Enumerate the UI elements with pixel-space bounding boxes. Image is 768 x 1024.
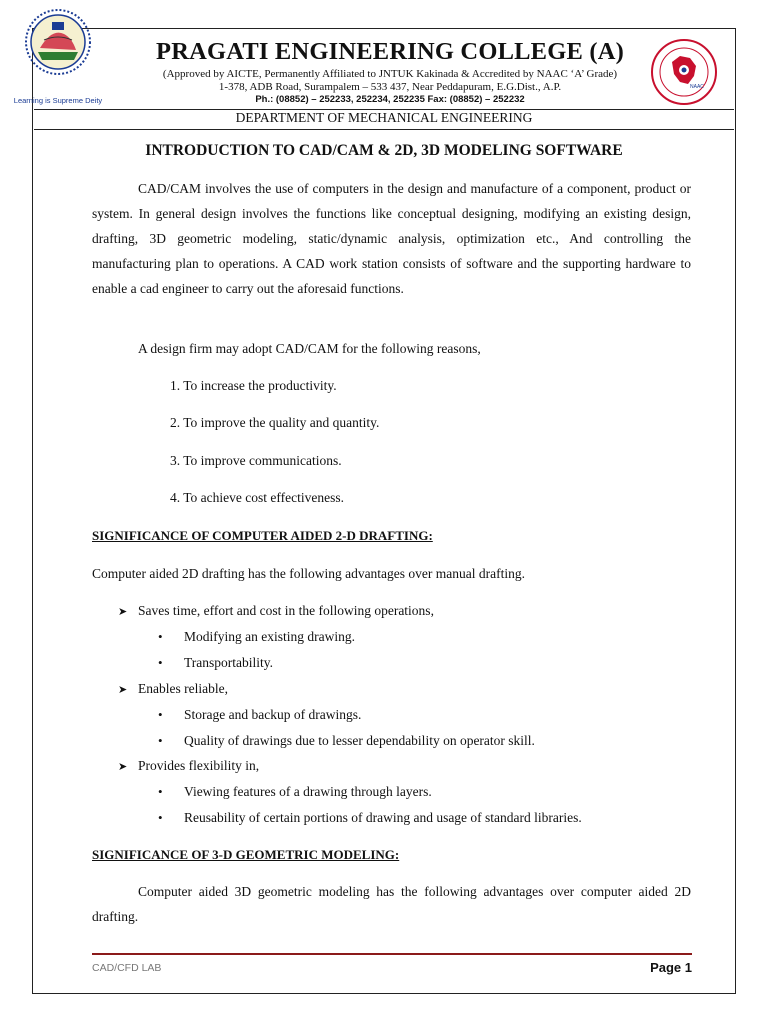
reason-item: 2. To improve the quality and quantity. bbox=[170, 415, 380, 430]
arrow-bullet-icon: ➤ bbox=[118, 760, 128, 773]
sub-bullet-item: • Viewing features of a drawing through layers. bbox=[158, 784, 432, 799]
footer-lab-name: CAD/CFD LAB bbox=[92, 962, 162, 974]
reason-item: 3. To improve communications. bbox=[170, 453, 342, 468]
page-title: INTRODUCTION TO CAD/CAM & 2D, 3D MODELING SOFTWARE bbox=[145, 142, 623, 159]
reasons-intro: A design firm may adopt CAD/CAM for the following reasons, bbox=[138, 341, 481, 356]
dot-bullet-icon: • bbox=[158, 707, 163, 722]
sub-bullet-item: • Quality of drawings due to lesser dependability on operator skill. bbox=[158, 733, 535, 748]
dot-bullet-icon: • bbox=[158, 784, 163, 799]
naac-seal-text: NAAC bbox=[690, 84, 704, 90]
address-line: 1-378, ADB Road, Surampalem – 533 437, Near Peddapuram, E.G.Dist., A.P. bbox=[218, 81, 562, 93]
reason-item: 4. To achieve cost effectiveness. bbox=[170, 490, 344, 505]
footer-rule bbox=[92, 953, 692, 955]
approval-line: (Approved by AICTE, Permanently Affiliated to JNTUK Kakinada & Accredited by NAAC ‘A’ Grade) bbox=[162, 68, 618, 80]
intro-paragraph: CAD/CAM involves the use of computers in the design and manufacture of a component, product or system. In general design involves the functions like conceptual designing, modifying an existing design, drafting, 3D geometric modeling, static/dynamic analysis, optimization etc., And controlling the manufacturing plan to operations. A CAD work station consists of software and the supporting hardware to enable a cad engineer to carry out the aforesaid functions. bbox=[92, 181, 691, 296]
logo-motto: Learning is Supreme Deity bbox=[13, 96, 103, 105]
phone-line: Ph.: (08852) – 252233, 252234, 252235 Fax: (08852) – 252232 bbox=[255, 94, 525, 105]
dot-bullet-icon: • bbox=[158, 629, 163, 644]
dot-bullet-icon: • bbox=[158, 733, 163, 748]
section-heading-3d: SIGNIFICANCE OF 3-D GEOMETRIC MODELING: bbox=[92, 847, 400, 862]
reason-item: 1. To increase the productivity. bbox=[170, 378, 337, 393]
section-3d-paragraph: Computer aided 3D geometric modeling has the following advantages over computer aided 2D drafting. bbox=[92, 884, 691, 924]
department-name: DEPARTMENT OF MECHANICAL ENGINEERING bbox=[34, 108, 734, 130]
arrow-bullet-icon: ➤ bbox=[118, 605, 128, 618]
sub-bullet-item: • Storage and backup of drawings. bbox=[158, 707, 362, 722]
section-heading-2d: SIGNIFICANCE OF COMPUTER AIDED 2-D DRAFTING: bbox=[92, 528, 433, 543]
advantage-item: ➤ Enables reliable, bbox=[118, 681, 228, 696]
naac-seal-logo bbox=[650, 38, 718, 106]
sub-bullet-item: • Transportability. bbox=[158, 655, 274, 670]
college-emblem-logo bbox=[10, 6, 106, 80]
sub-bullet-item: • Modifying an existing drawing. bbox=[158, 629, 355, 644]
section-2d-intro: Computer aided 2D drafting has the following advantages over manual drafting. bbox=[92, 566, 526, 581]
college-name: PRAGATI ENGINEERING COLLEGE (A) bbox=[156, 38, 624, 65]
sub-bullet-item: • Reusability of certain portions of drawing and usage of standard libraries. bbox=[158, 810, 582, 825]
arrow-bullet-icon: ➤ bbox=[118, 683, 128, 696]
advantage-item: ➤ Provides flexibility in, bbox=[118, 758, 260, 773]
dot-bullet-icon: • bbox=[158, 810, 163, 825]
advantage-item: ➤ Saves time, effort and cost in the following operations, bbox=[118, 603, 434, 618]
page-number: Page 1 bbox=[650, 960, 692, 975]
dot-bullet-icon: • bbox=[158, 655, 163, 670]
